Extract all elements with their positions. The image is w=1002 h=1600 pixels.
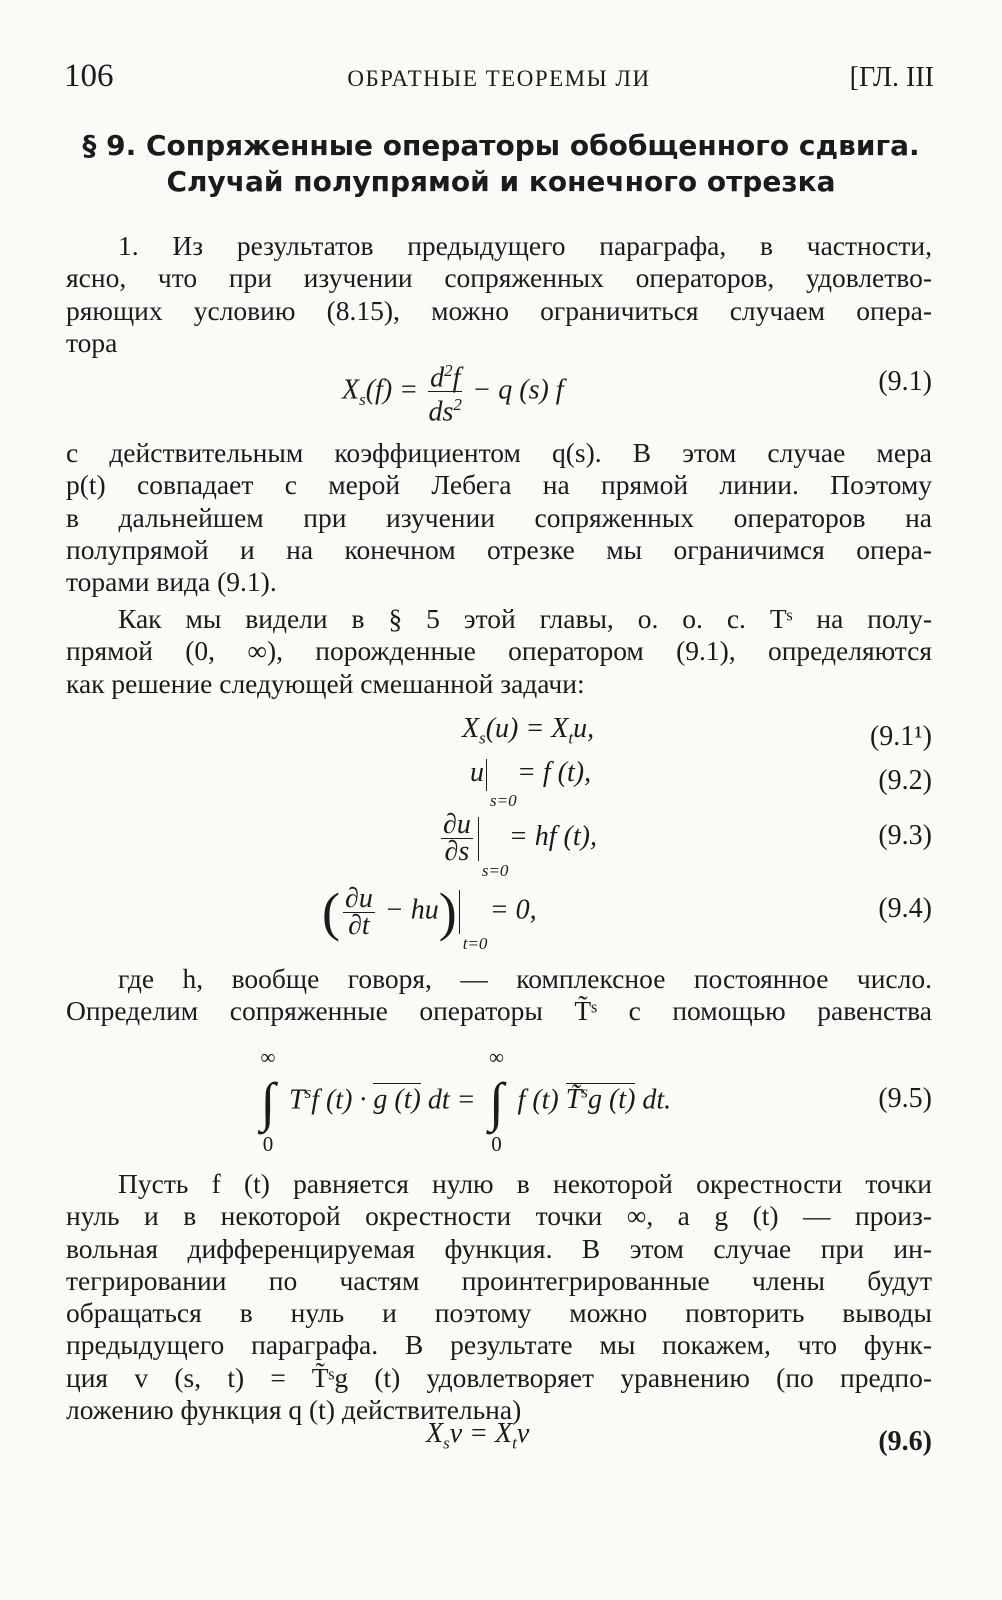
text-line: ция v (s, t) = T̃ˢg (t) удовлетворяет уравнению (по предпо- <box>66 1361 932 1393</box>
equation-number: (9.3) <box>878 820 932 851</box>
equation-formula: ( $\frac{\partial u}{\partial t}$ − hu) t=0 = 0, <box>322 882 537 953</box>
equation-formula: $X_s(u) = X_tu$, <box>462 713 595 748</box>
fraction: $\frac{\partial u}{\partial s}$ <box>443 809 471 867</box>
paragraph-4 <box>66 963 932 1028</box>
text-line: Пусть f (t) равняется нулю в некоторой окрестности точки <box>118 1168 932 1199</box>
equation-formula: $X_sv = X_tv$ <box>426 1418 530 1453</box>
text-line: торами вида (9.1). <box>66 566 277 598</box>
paragraph-5 <box>66 1168 932 1426</box>
text-line: обращаться в нуль и поэтому можно повторить выводы <box>66 1297 932 1329</box>
equation-number: (9.1) <box>878 366 932 397</box>
text-line: ясно, что при изучении сопряженных операторов, удовлетво- <box>66 262 932 294</box>
paragraph-1 <box>66 230 932 359</box>
fraction: $\frac{d^2f}{ds^2}$ <box>428 358 462 426</box>
text-line: тора <box>66 326 118 358</box>
equation-9-4 <box>66 882 932 953</box>
text-line: как решение следующей смешанной задачи: <box>66 667 585 699</box>
equation-number: (9.4) <box>878 893 932 924</box>
equation-formula: ∞ ∫ 0 $T^sf$ (t) · g (t) dt = ∞ ∫ 0 f (t) T̃$^s$g (t) dt. <box>254 1075 671 1129</box>
equation-9-3 <box>66 809 932 880</box>
fraction: $\frac{\partial u}{\partial t}$ <box>344 882 373 941</box>
integral-sign: ∞ ∫ 0 <box>489 1045 505 1156</box>
integral-sign: ∞ ∫ 0 <box>260 1045 276 1156</box>
text-line: в дальнейшем при изучении сопряженных операторов на <box>66 501 932 533</box>
equation-9-6 <box>66 1418 932 1468</box>
equation-number: (9.5) <box>878 1083 932 1114</box>
chapter-reference: [ГЛ. III <box>849 62 934 93</box>
section-title-line-2: Случай полупрямой и конечного отрезка <box>166 165 836 198</box>
text-line: ряющих условию (8.15), можно ограничиться случаем опера- <box>66 294 932 326</box>
page-number: 106 <box>64 58 114 94</box>
paragraph-2 <box>66 437 932 598</box>
text-line: ложению функция q (t) действительна) <box>66 1394 522 1426</box>
text-line: вольная дифференцируемая функция. В этом случае при ин- <box>66 1232 932 1264</box>
equation-9-5 <box>66 1045 932 1156</box>
equation-number: (9.2) <box>878 765 932 796</box>
text-line: прямой (0, ∞), порожденные оператором (9.1), определяются <box>66 635 932 667</box>
equation-9-1 <box>66 358 932 428</box>
text-line: предыдущего параграфа. В результате мы покажем, что функ- <box>66 1329 932 1361</box>
equation-formula: $\frac{\partial u}{\partial s}$ s=0 = hf (t), <box>443 809 597 880</box>
running-header <box>64 58 934 98</box>
text-line: Определим сопряженные операторы T̃ˢ с помощью равенства <box>66 995 932 1027</box>
text-line: 1. Из результатов предыдущего параграфа, в частности, <box>118 230 932 261</box>
text-line: с действительным коэффициентом q(s). В этом случае мера <box>66 437 932 468</box>
text-line: полупрямой и на конечном отрезке мы ограничимся опера- <box>66 533 932 565</box>
equation-number: (9.1¹) <box>869 721 932 752</box>
paragraph-3 <box>66 603 932 700</box>
text-line: p(t) совпадает с мерой Лебега на прямой линии. Поэтому <box>66 469 932 501</box>
text-line: где h, вообще говоря, — комплексное постоянное число. <box>118 963 932 994</box>
section-heading <box>60 128 942 200</box>
equation-number: (9.6) <box>878 1426 932 1457</box>
section-title-line-1: § 9. Сопряженные операторы обобщенного сдвига. <box>82 129 920 162</box>
running-title: ОБРАТНЫЕ ТЕОРЕМЫ ЛИ <box>347 66 651 91</box>
text-line: Как мы видели в § 5 этой главы, о. о. с. Tˢ на полу- <box>118 603 932 634</box>
text-line: нуль и в некоторой окрестности точки ∞, а g (t) — произ- <box>66 1200 932 1232</box>
equation-formula: $X_s(f)$ = $\frac{d^2f}{ds^2}$ − q (s) f <box>342 358 564 426</box>
text-line: тегрировании по частям проинтегрированные члены будут <box>66 1264 932 1296</box>
equation-9-1-1 <box>66 713 932 763</box>
equation-formula: u s=0 = f (t), <box>470 757 592 810</box>
equation-9-2 <box>66 757 932 810</box>
